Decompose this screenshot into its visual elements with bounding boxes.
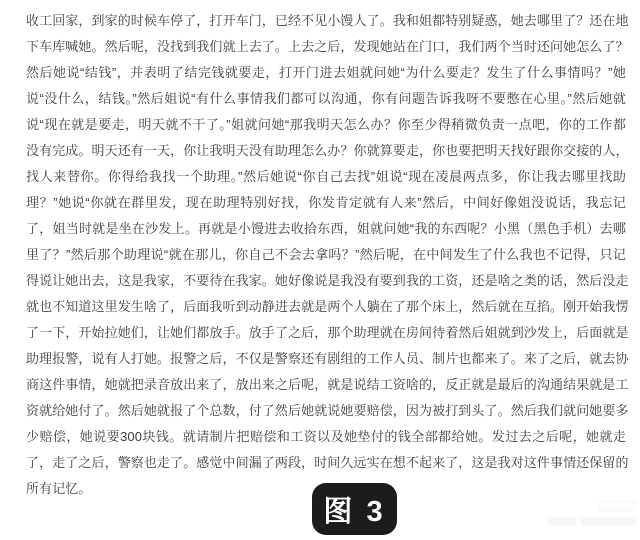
- watermark: [543, 500, 638, 532]
- text-line: 了，姐当时就是坐在沙发上。再就是小馒进去收拾东西，姐就问她“我的东西呢？小黑（黑色手机）去哪: [26, 221, 626, 236]
- text-line: 说“现在就是要走，明天就不干了。”姐就问她“那我明天怎么办？你至少得稍微负责一点吧，你的工作都: [26, 117, 626, 132]
- text-line: 了一下，开始拉她们，让她们都放手。放手了之后，那个助理就在房间待着然后姐就到沙发上，后面就是: [26, 325, 629, 340]
- text-line: 然后她说“结钱”，并表明了结完钱就要走，打开门进去姐就问她“为什么要走？发生了什么事情吗？”她: [26, 65, 626, 80]
- text-line: 里了？”然后那个助理说“就在那儿，你自己不会去拿吗？”然后呢，在中间发生了什么我也不记得，只记: [26, 247, 626, 262]
- text-line: 资就给她付了。然后她就报了个总数，付了然后她就说她要赔偿，因为被打到头了。然后我们就问她要多: [26, 403, 629, 418]
- watermark-text: [581, 517, 636, 526]
- text-line: 找人来替你。你得给我找一个助理。”然后她说“你自己去找”姐说“现在凌晨两点多，你让我去哪里找助: [26, 169, 626, 184]
- figure-3-badge: 图 3: [312, 483, 397, 535]
- statement-text: [26, 8, 629, 502]
- text-line: 说“没什么，结钱。”然后姐说“有什么事情我们都可以沟通，你有问题告诉我呀不要憋在心里。”然后她就: [26, 91, 626, 106]
- text-line: 了，走了之后，警察也走了。感觉中间漏了两段，时间久远实在想不起来了，这是我对这件事情还保留的: [26, 455, 629, 470]
- watermark-logo: [598, 500, 636, 512]
- text-line: 理？”她说“你就在群里发，现在助理特别好找，你发肯定就有人来”然后，中间好像姐没说话，我忘记: [26, 195, 626, 210]
- text-line: 商这件事情，她就把录音放出来了，放出来之后呢，就是说结工资啥的，反正就是最后的沟通结果就是工: [26, 377, 629, 392]
- text-line: 下车库喊她。然后呢，没找到我们就上去了。上去之后，发现她站在门口，我们两个当时还问她怎么了？: [26, 39, 629, 54]
- watermark-text: [548, 517, 576, 526]
- text-line: 少赔偿，她说要300块钱。就请制片把赔偿和工资以及她垫付的钱全部都给她。发过去之后呢，她就走: [26, 429, 626, 444]
- text-line: 就也不知道这里发生啥了，后面我听到动静进去就是两个人躺在了那个床上，然后就在互掐。刚开始我愣: [26, 299, 629, 314]
- text-line: 得说让她出去，这是我家，不要待在我家。她好像说是我没有要到我的工资，还是啥之类的话，然后没走: [26, 273, 629, 288]
- text-line: 所有记忆。: [26, 481, 92, 496]
- text-line: 没有完成。明天还有一天，你让我明天没有助理怎么办？你就算要走，你也要把明天找好跟你交接的人，: [26, 143, 629, 158]
- text-line: 收工回家，到家的时候车停了，打开车门，已经不见小馒人了。我和姐都特别疑惑，她去哪里了？还在地: [26, 13, 629, 28]
- text-line: 助理报警，说有人打她。报警之后，不仅是警察还有剧组的工作人员、制片也都来了。来了之后，就去协: [26, 351, 629, 366]
